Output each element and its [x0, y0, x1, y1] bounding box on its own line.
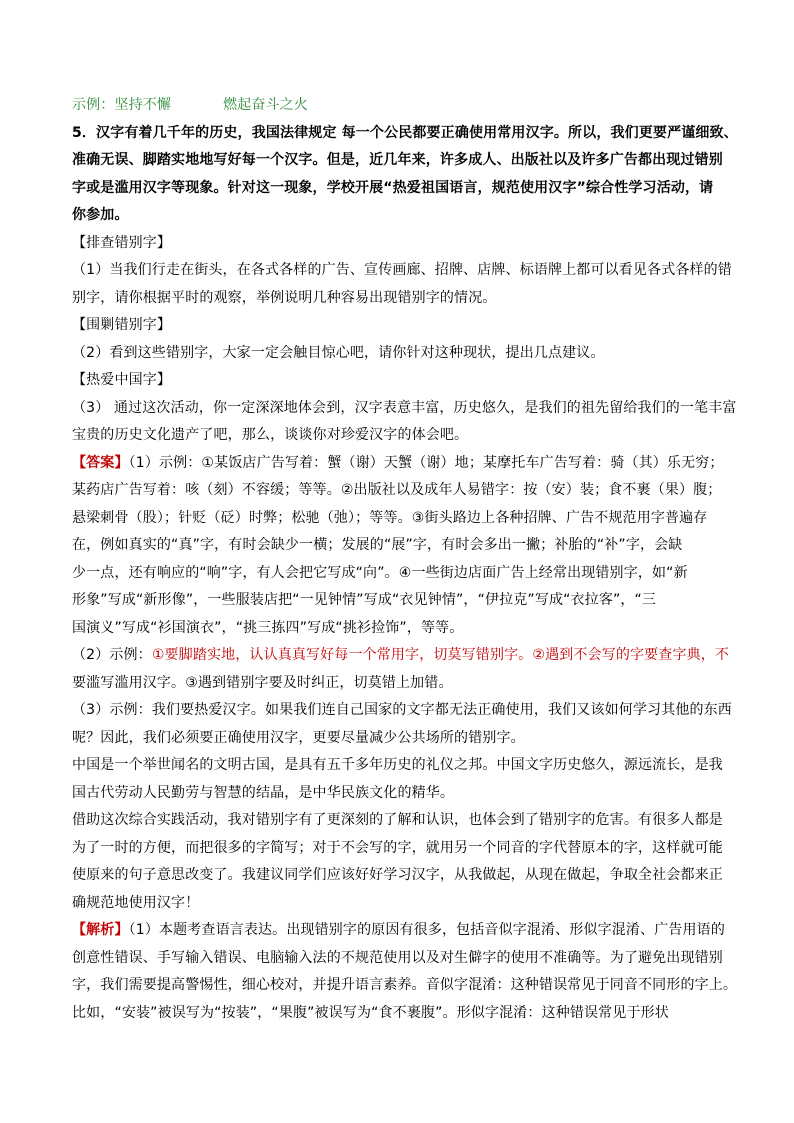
- answer-q2-red: ①要脚踏实地，认认真真写好每一个常用字，切莫写错别字。②遇到不会写的字要查字典，不: [151, 647, 730, 663]
- answer-first: （1）示例：①某饭店广告写着：蟹（谢）天蟹（谢）地；某摩托车广告写着：骑（其）乐无穷；: [128, 454, 724, 471]
- answer-line: 使原来的句子意思改变了。我建议同学们应该好好学习汉字，从我做起，从现在做起，争取全社会都来正: [72, 867, 723, 883]
- example-suffix: 燃起奋斗之火: [223, 97, 308, 113]
- answer-line: 悬梁刺骨（股）；针贬（砭）时弊；松驰（弛）；等等。③街头路边上各种招牌、广告不规范用字普遍存: [72, 509, 708, 526]
- section-heading: 【排查错别字】: [72, 234, 172, 251]
- section-line: （3） 通过这次活动，你一定深深地体会到，汉字表意丰富，历史悠久，是我们的祖先留给我们的一笔丰富: [72, 399, 737, 416]
- answer-line: [72, 642, 730, 670]
- answer-q2-prefix: （2）示例：: [72, 647, 152, 663]
- section-heading: 【热爱中国字】: [72, 372, 172, 388]
- answer-line: 国古代劳动人民勤劳与智慧的结晶，是中华民族文化的精华。: [72, 784, 455, 801]
- analysis-first: （1）本题考查语言表达。出现错别字的原因有很多，包括音似字混淆、形似字混淆、广告用语的: [128, 922, 725, 938]
- answer-line: 中国是一个举世闻名的文明古国，是具有五千多年历史的礼仪之邦。中国文字历史悠久，源远流长，是我: [72, 757, 723, 773]
- example-prefix: 示例：坚持不懈: [72, 97, 172, 113]
- analysis-line: 比如，“安装”被误写为“按装”，“果腹”被误写为“食不裹腹”。形似字混淆：这种错误常见于形状: [72, 1004, 669, 1021]
- section-line: （2）看到这些错别字，大家一定会触目惊心吧，请你针对这种现状，提出几点建议。: [72, 344, 605, 361]
- analysis-line: 创意性错误、手写输入错误、电脑输入法的不规范使用以及对生僻字的使用不准确等。为了避免出现错别: [72, 949, 723, 966]
- answer-line: 在，例如真实的“真”字，有时会缺少一横；发展的“展”字，有时会多出一撇；补胎的“补”字，会缺: [72, 537, 683, 553]
- analysis-label: 【解析】: [72, 922, 129, 938]
- analysis-line: 字，我们需要提高警惕性，细心校对，并提升语言素养。音似字混淆：这种错误常见于同音不同形的字上。: [72, 977, 738, 993]
- section-line: （1）当我们行走在街头，在各式各样的广告、宣传画廊、招牌、店牌、标语牌上都可以看见各式各样的错: [72, 262, 732, 278]
- answer-line: 要滥写滥用汉字。③遇到错别字要及时纠正，切莫错上加错。: [72, 674, 453, 691]
- answer-label: 【答案】: [72, 454, 129, 471]
- answer-line: 确规范地使用汉字！: [72, 894, 200, 911]
- question-line: 字或是滥用汉字等现象。针对这一现象，学校开展“热爱祖国语言，规范使用汉字”综合性学习活动，请: [72, 179, 714, 196]
- answer-line: （3）示例：我们要热爱汉字。如果我们连自己国家的文字都无法正确使用，我们又该如何学习其他的东西: [72, 702, 732, 718]
- question-line: 你参加。: [72, 207, 129, 223]
- analysis-line: [72, 917, 725, 945]
- document-page: [72, 92, 738, 1027]
- answer-line: 某药店广告写着：咳（刻）不容缓；等等。②出版社以及成年人易错字：按（安）装；食不裹（果）腹；: [72, 482, 722, 498]
- answer-line: 国演义”写成“衫国演衣”，“挑三拣四”写成“挑衫捡饰”，等等。: [72, 619, 464, 636]
- answer-line: 借助这次综合实践活动，我对错别字有了更深刻的了解和认识，也体会到了错别字的危害。有很多人都是: [72, 812, 723, 828]
- answer-line: 少一点，还有响应的“响”字，有人会把它写成“向”。④一些街边店面广告上经常出现错别字，如“新: [72, 564, 688, 581]
- answer-line: 形象”写成“新形像”，一些服装店把“一见钟情”写成“衣见钟情”，“伊拉克”写成“衣拉客”，“三: [72, 592, 657, 608]
- answer-line: [72, 450, 722, 478]
- section-line: 宝贵的历史文化遗产了吧，那么，谈谈你对珍爱汉字的体会吧。: [72, 427, 469, 443]
- section-heading: 【围剿错别字】: [72, 317, 172, 333]
- answer-line: 为了一时的方便，而把很多的字简写；对于不会写的字，就用另一个同音的字代替原本的字，这样就可能: [72, 839, 723, 856]
- question-line: 5．汉字有着几千年的历史，我国法律规定 每一个公民都要正确使用常用汉字。所以，我们更要严谨细致、: [72, 124, 738, 141]
- question-line: 准确无误、脚踏实地地写好每一个汉字。但是，近几年来，许多成人、出版社以及许多广告都出现过错别: [72, 152, 723, 168]
- section-line: 别字，请你根据平时的观察，举例说明几种容易出现错别字的情况。: [72, 289, 497, 306]
- answer-line: 呢？因此，我们必须要正确使用汉字，更要尽量减少公共场所的错别字。: [72, 729, 525, 746]
- example-line: [72, 92, 722, 120]
